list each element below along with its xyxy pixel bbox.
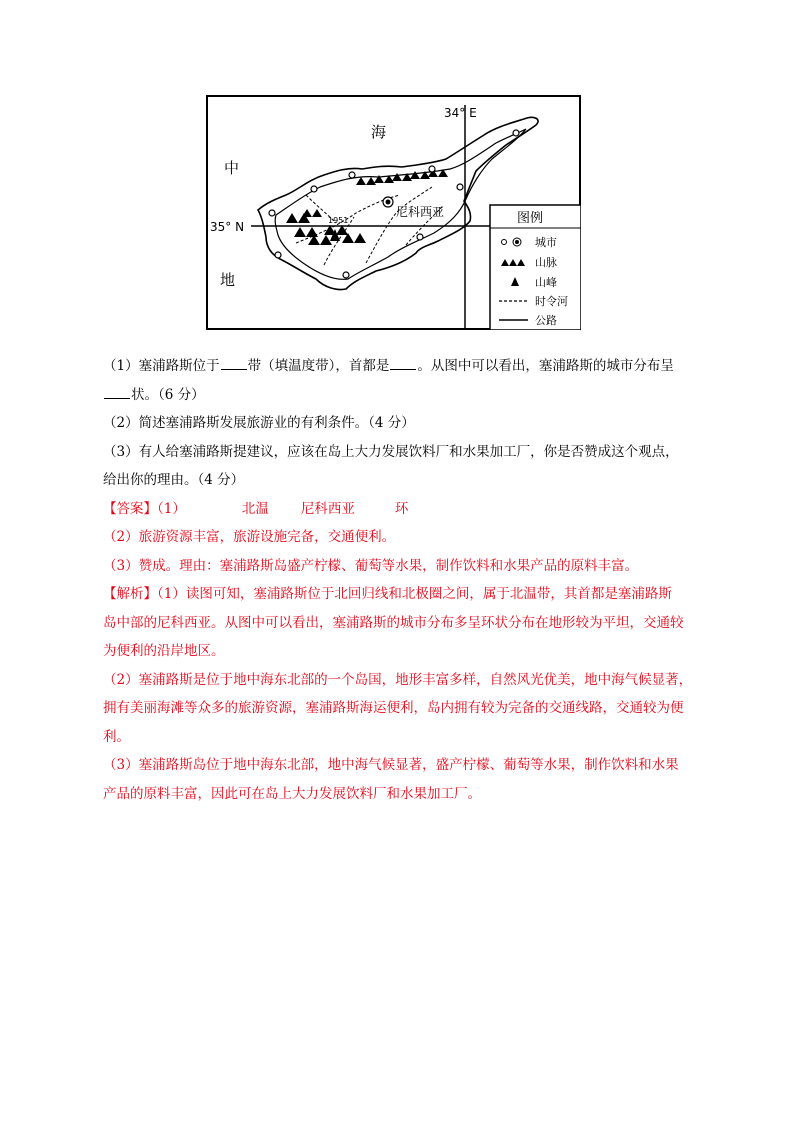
analysis-2-line1: （2）塞浦路斯是位于地中海东北部的一个岛国，地形丰富多样，自然风光优美，地中海气候显著，: [103, 671, 693, 688]
legend-label-river: 时令河: [535, 295, 568, 308]
answer-blank: [390, 355, 416, 370]
answer-blank: [221, 355, 247, 370]
answer-line-1: [103, 495, 703, 524]
capital-marker: [383, 197, 393, 207]
q1-text-b: 带（填温度带），首都是: [247, 358, 390, 374]
analysis-3-line2: 产品的原料丰富，因此可在岛上大力发展饮料厂和水果加工厂。: [103, 785, 481, 802]
legend-label-road: 公路: [535, 314, 557, 327]
q1-text-c: 。从图中可以看出，塞浦路斯的城市分布呈: [417, 358, 674, 374]
analysis-2-line2: 拥有美丽海滩等众多的旅游资源，塞浦路斯海运便利，岛内拥有较为完备的交通线路，交通较为便: [103, 700, 684, 716]
legend-title: 图例: [517, 211, 544, 226]
legend-label-peak: 山峰: [535, 276, 557, 289]
answer-2: （2）旅游资源丰富，旅游设施完备，交通便利。: [103, 529, 396, 545]
question-3-line1: （3）有人给塞浦路斯提建议，应该在岛上大力发展饮料厂和水果加工厂，你是否赞成这个观点，: [103, 443, 679, 460]
answer-1-value-3: 环: [394, 500, 409, 517]
answer-1-value-2: 尼科西亚: [300, 500, 355, 517]
q1-text-d: 状。（6 分）: [131, 386, 205, 403]
answer-1-prefix: （1）: [157, 500, 186, 517]
sea-label-1: 海: [371, 123, 387, 141]
answer-1-value-1: 北温: [241, 500, 269, 517]
answer-3: （3）赞成。理由：塞浦路斯岛盛产柠檬、葡萄等水果，制作饮料和水果产品的原料丰富。: [103, 557, 639, 574]
question-1-line2: [103, 381, 703, 410]
legend-label-city: 城市: [535, 236, 557, 249]
city-icon: [502, 240, 507, 245]
analysis-2-line3: 利。: [103, 728, 130, 745]
answer-blank: [104, 384, 130, 399]
question-2: （2）简述塞浦路斯发展旅游业的有利条件。（4 分）: [103, 415, 415, 431]
analysis-tag: 【解析】: [103, 586, 157, 602]
q1-text-a: （1）塞浦路斯位于: [103, 358, 220, 374]
answer-tag: 【答案】: [103, 500, 157, 517]
analysis-1-line2: 岛中部的尼科西亚。从图中可以看出，塞浦路斯的城市分布多呈环状分布在地形较为平坦，交通较: [103, 614, 684, 631]
legend-label-mountain: 山脉: [535, 256, 557, 269]
analysis-1-text-1: （1）读图可知，塞浦路斯位于北回归线和北极圈之间，属于北温带，其首都是塞浦路斯: [157, 586, 672, 602]
question-3-line2: 给出你的理由。（4 分）: [103, 472, 245, 488]
question-body: [103, 352, 703, 808]
legend: [490, 205, 581, 330]
sea-label-3: 地: [220, 271, 236, 289]
cyprus-map: [206, 95, 581, 330]
capital-label: 尼科西亚: [396, 205, 445, 219]
analysis-1-line1: [103, 580, 703, 609]
latitude-label: 35° N: [210, 220, 245, 234]
sea-label-2: 中: [224, 159, 240, 177]
analysis-1-line3: 为便利的沿岸地区。: [103, 643, 225, 659]
mountain-icon: [501, 259, 525, 266]
analysis-3-line1: （3）塞浦路斯岛位于地中海东北部，地中海气候显著，盛产柠檬、葡萄等水果，制作饮料和水果: [103, 757, 679, 773]
peak-elevation: 1951: [328, 216, 349, 225]
question-1-line1: [103, 352, 703, 381]
longitude-label: 34° E: [444, 106, 477, 120]
